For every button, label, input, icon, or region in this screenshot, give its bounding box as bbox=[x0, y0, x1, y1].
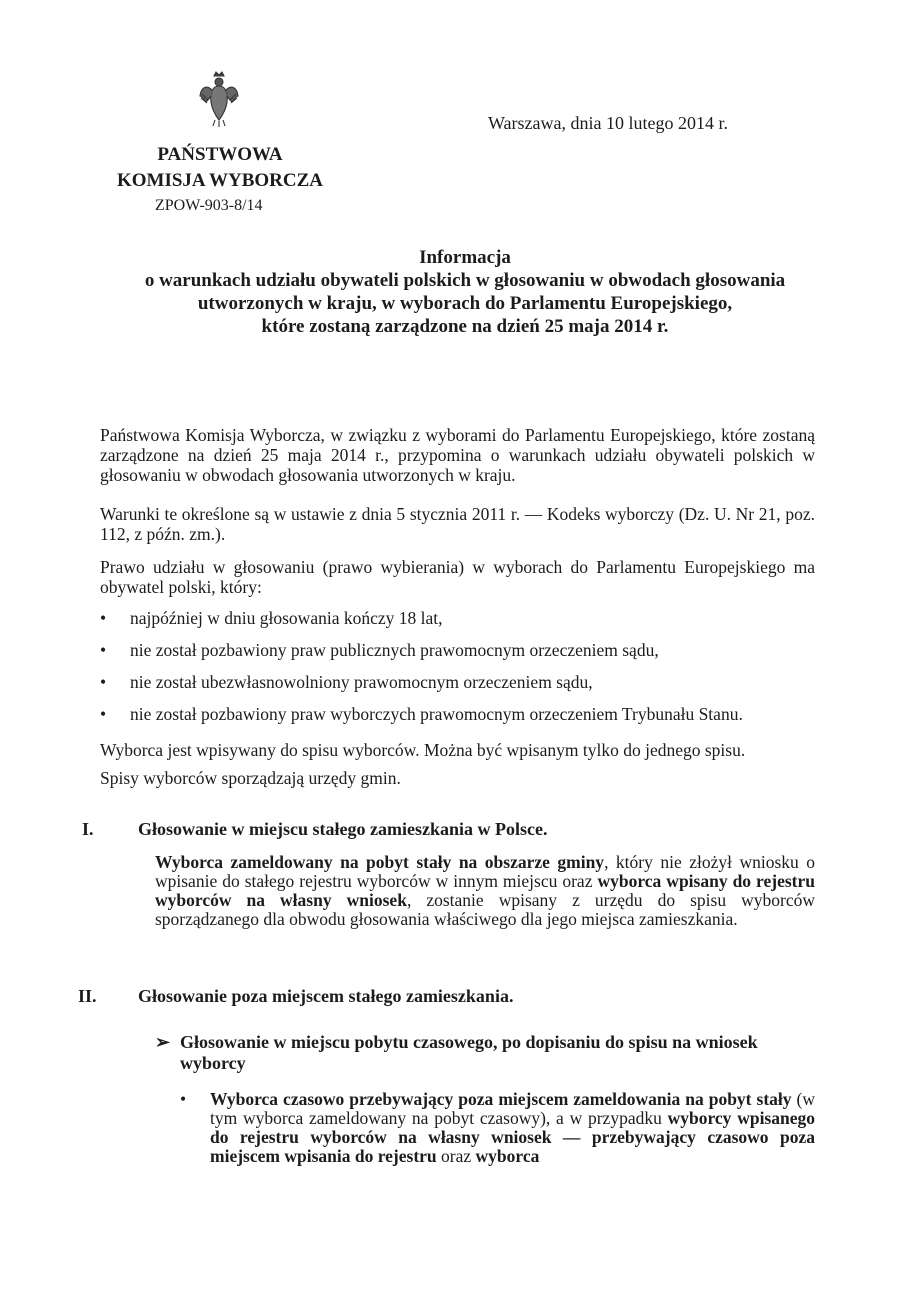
bullet-text-2: oraz bbox=[436, 1146, 476, 1166]
title-line-4: które zostaną zarządzone na dzień 25 maja 2014 r. bbox=[261, 316, 669, 337]
bullet-dot-icon: • bbox=[180, 1089, 187, 1109]
section-2-number: II. bbox=[78, 986, 97, 1006]
document-title bbox=[100, 246, 830, 338]
intro-paragraph-5: Spisy wyborców sporządzają urzędy gmin. bbox=[100, 768, 401, 788]
section-1-text-2: , zostanie wpisany z urzędu do spisu wyborców sporządzanego dla obwodu głosowania właściwego dla jego miejsca zamieszkania. bbox=[155, 890, 816, 929]
list-item: • nie został pozbawiony praw wyborczych prawomocnym orzeczeniem Trybunału Stanu. bbox=[100, 703, 815, 735]
document-date: Warszawa, dnia 10 lutego 2014 r. bbox=[488, 113, 728, 133]
section-2-title: Głosowanie poza miejscem stałego zamieszkania. bbox=[138, 986, 514, 1006]
bullet-text-1: (w tym wyborca zameldowany na pobyt czasowy), a w przypadku bbox=[210, 1089, 815, 1128]
intro-paragraph-3 bbox=[100, 557, 815, 597]
document-reference: ZPOW-903-8/14 bbox=[155, 197, 263, 214]
list-item: • nie został ubezwłasnowolniony prawomocnym orzeczeniem sądu, bbox=[100, 671, 815, 703]
list-item: • nie został pozbawiony praw publicznych prawomocnym orzeczeniem sądu, bbox=[100, 639, 815, 671]
bullet-bold-1: Wyborca czasowo przebywający poza miejscem zameldowania na pobyt stały bbox=[210, 1089, 792, 1109]
list-item: • najpóźniej w dniu głosowania kończy 18 lat, bbox=[100, 607, 815, 639]
title-line-2: o warunkach udziału obywateli polskich w głosowaniu w obwodach głosowania bbox=[144, 270, 786, 291]
title-line-1: Informacja bbox=[419, 247, 511, 268]
section-1-bold-1: Wyborca zameldowany na pobyt stały na obszarze gminy bbox=[155, 852, 605, 872]
section-1-text-1: , który nie złożył wniosku o wpisanie do stałego rejestru wyborców w innym miejscu oraz bbox=[155, 852, 815, 891]
subsection-title: Głosowanie w miejscu pobytu czasowego, po dopisaniu do spisu na wniosek wyborcy bbox=[180, 1032, 758, 1073]
section-1-body bbox=[155, 853, 815, 929]
subsection-bullet-text bbox=[180, 1090, 815, 1166]
section-1-bold-2: wyborca wpisany do rejestru wyborców na własny wniosek bbox=[155, 871, 815, 910]
section-1-title: Głosowanie w miejscu stałego zamieszkania w Polsce. bbox=[138, 819, 548, 839]
intro-text-1: Państwowa Komisja Wyborcza, w związku z wyborami do Parlamentu Europejskiego, które zostaną zarządzone na dzień 25 maja 2014 r., przypomina o warunkach udziału obywateli polskich w głosowaniu w obwodach głosowania utworzonych w kraju. bbox=[100, 425, 815, 485]
arrow-bullet-icon: ➢ bbox=[155, 1032, 171, 1052]
title-line-3: utworzonych w kraju, w wyborach do Parlamentu Europejskiego, bbox=[197, 293, 733, 314]
issuer-line-2: KOMISJA WYBORCZA bbox=[116, 170, 324, 191]
intro-paragraph-4: Wyborca jest wpisywany do spisu wyborców. Można być wpisanym tylko do jednego spisu. bbox=[100, 740, 746, 760]
section-1-number: I. bbox=[82, 819, 94, 839]
issuer-line-1: PAŃSTWOWA bbox=[157, 144, 283, 165]
issuer-name bbox=[100, 142, 340, 194]
intro-text-3: Prawo udziału w głosowaniu (prawo wybierania) w wyborach do Parlamentu Europejskiego ma obywatel polski, który: bbox=[100, 557, 815, 597]
intro-paragraph-2 bbox=[100, 504, 815, 544]
conditions-list bbox=[100, 607, 815, 735]
intro-paragraph-1 bbox=[100, 425, 815, 485]
subsection-item bbox=[155, 1032, 815, 1074]
intro-text-2: Warunki te określone są w ustawie z dnia 5 stycznia 2011 r. — Kodeks wyborczy (Dz. U. Nr 21, poz. 112, z późn. zm.). bbox=[100, 504, 815, 544]
subsection-bullet bbox=[180, 1090, 815, 1166]
bullet-bold-3: wyborca bbox=[475, 1146, 540, 1166]
bullet-bold-2: wyborcy wpisanego do rejestru wyborców na własny wniosek — przebywający czasowo poza miejscem wpisania do rejestru bbox=[210, 1108, 815, 1166]
polish-eagle-emblem-icon bbox=[198, 70, 240, 128]
